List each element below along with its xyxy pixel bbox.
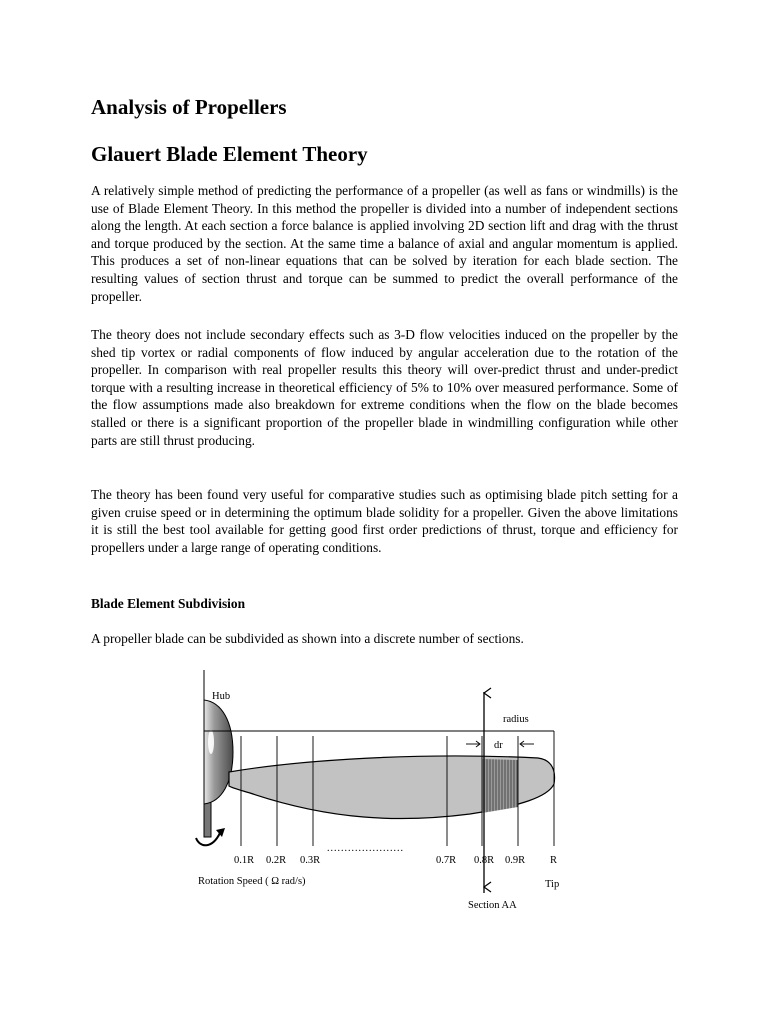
section-aa-label: Section AA — [468, 900, 517, 911]
hub-highlight — [208, 730, 214, 754]
paragraph-usefulness: The theory has been found very useful for comparative studies such as optimising blade pitch setting for a given cruise speed or in determining the optimum blade solidity for a propeller. Given the above limitations it is still the best tool available for getting good first order predictions of thrust, torque and efficiency for propellers under a large range of operating conditions. — [91, 487, 678, 555]
dr-label: dr — [494, 740, 503, 751]
station-label-0-3r: 0.3R — [300, 855, 321, 866]
hub — [204, 700, 233, 804]
hub-label: Hub — [212, 691, 231, 702]
page-subtitle: Glauert Blade Element Theory — [91, 142, 368, 166]
station-label-0-9r: 0.9R — [505, 855, 526, 866]
station-label-0-7r: 0.7R — [436, 855, 457, 866]
page-title: Analysis of Propellers — [91, 95, 287, 119]
tip-label: Tip — [545, 879, 560, 890]
section-text: A propeller blade can be subdivided as shown into a discrete number of sections. — [91, 631, 524, 646]
section-dr-hatch — [482, 759, 518, 813]
rotation-speed-label: Rotation Speed ( Ω rad/s) — [198, 876, 306, 887]
radius-label: radius — [503, 714, 529, 725]
station-label-0-1r: 0.1R — [234, 855, 255, 866]
rotation-arrowhead — [216, 828, 225, 837]
station-label-0-2r: 0.2R — [266, 855, 287, 866]
section-bottom-arrow — [484, 882, 491, 892]
section-top-arrow — [484, 688, 491, 698]
paragraph-limitations: The theory does not include secondary effects such as 3-D flow velocities induced on the propeller by the shed tip vortex or radial components of flow induced by angular acceleration due to the rotation of the propeller. In comparison with real propeller results this theory will over-predict thrust and under-predict torque with a resulting increase in theoretical efficiency of 5% to 10% over measured performance. Some of the flow assumptions made also breakdown for extreme conditions when the flow on the blade becomes stalled or there is a significant proportion of the propeller blade in windmilling configuration while other parts are still thrust producing. — [91, 327, 678, 448]
station-label-r: R — [550, 855, 558, 866]
section-heading: Blade Element Subdivision — [91, 596, 246, 611]
ellipsis-label: ...................... — [327, 843, 404, 854]
station-label-0-8r: 0.8R — [474, 855, 495, 866]
paragraph-intro: A relatively simple method of predicting the performance of a propeller (as well as fans or windmills) is the use of Blade Element Theory. In this method the propeller is divided into a number of independent sections along the length. At each section a force balance is applied involving 2D section lift and drag with the thrust and torque produced by the section. At the same time a balance of axial and angular momentum is applied. This produces a set of non-linear equations that can be solved by iteration for each blade section. The resulting values of section thrust and torque can be summed to predict the overall performance of the propeller. — [91, 183, 678, 304]
